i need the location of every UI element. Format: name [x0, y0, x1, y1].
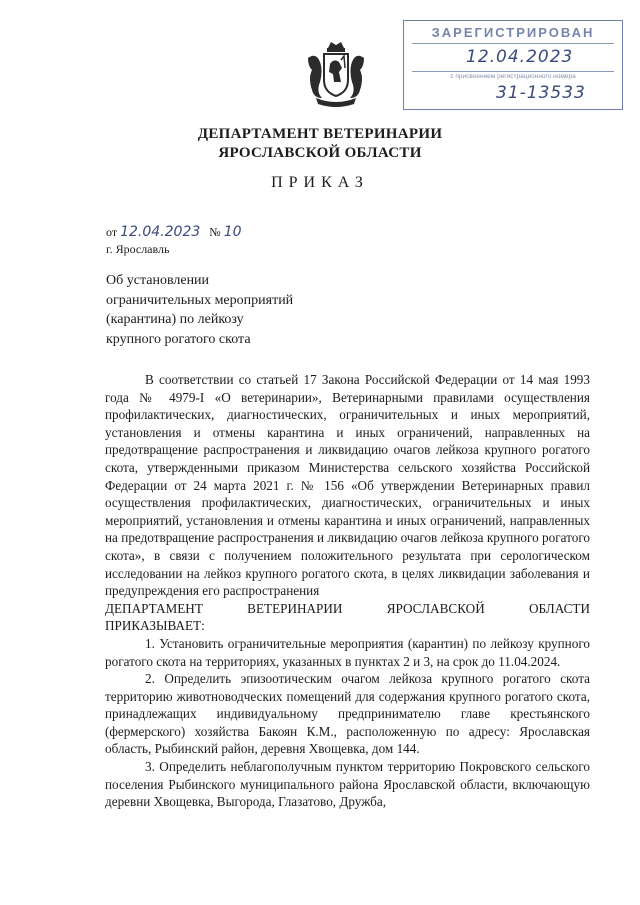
subject-line: крупного рогатого скота: [106, 331, 251, 347]
order-date-number: [106, 224, 242, 240]
dep-word: ЯРОСЛАВСКОЙ: [386, 600, 485, 616]
stamp-divider: [412, 71, 614, 72]
department-name-line-2: ЯРОСЛАВСКОЙ ОБЛАСТИ: [218, 145, 422, 161]
orders-word: ПРИКАЗЫВАЕТ:: [105, 618, 205, 634]
coat-of-arms-icon: [304, 38, 368, 112]
stamp-title: ЗАРЕГИСТРИРОВАН: [431, 25, 595, 40]
order-item-2: 2. Определить эпизоотическим очагом лейкоза крупного рогатого скота территорию животноводческих помещений для содержания крупного рогатого скота, принадлежащих индивидуальному предпринимателю главе крестьянского (фермерского) хозяйства Бакоян К.М., расположенную по адресу: Ярославская область, Рыбинский район, деревня Хвощевка, дом 144.: [105, 671, 590, 757]
stamp-number: 31-13533: [496, 83, 586, 103]
subject-line: ограничительных мероприятий: [106, 292, 294, 308]
order-item-3: 3. Определить неблагополучным пунктом территорию Покровского сельского поселения Рыбинского муниципального района Ярославской области, включающую деревни Хвощевка, Выгорода, Глазатово, Дружба,: [105, 759, 590, 810]
stamp-date: 12.04.2023: [466, 47, 574, 67]
order-title: ПРИКАЗ: [271, 174, 369, 191]
registration-stamp: [403, 20, 623, 110]
department-name-line-1: ДЕПАРТАМЕНТ ВЕТЕРИНАРИИ: [197, 126, 443, 142]
order-item-1: 1. Установить ограничительные мероприятия (карантин) по лейкозу крупного рогатого скота на территориях, указанных в пунктах 2 и 3, на срок до 11.04.2024.: [105, 635, 590, 669]
subject-line: (карантина) по лейкозу: [106, 312, 244, 327]
dep-word: ОБЛАСТИ: [529, 600, 590, 616]
dep-word: ДЕПАРТАМЕНТ: [105, 600, 203, 616]
number-prefix: №: [209, 225, 221, 239]
department-orders-line: [105, 600, 590, 618]
preamble-paragraph: В соответствии со статьей 17 Закона Российской Федерации от 14 мая 1993 года № 4979-I «О ветеринарии», Ветеринарными правилами осуществления профилактических, диагностических, ограничительных и иных мероприятий, установления и отмены карантина и иных ограничений, направленных на предотвращение распространения и ликвидацию очагов лейкоза крупного рогатого скота, утвержденными приказом Министерства сельского хозяйства Российской Федерации от 24 марта 2021 г. № 156 «Об утверждении Ветеринарных правил осуществления профилактических, диагностических, ограничительных и иных мероприятий, установления и отмены карантина и иных ограничений, направленных на предотвращение распространения и ликвидацию очагов лейкоза крупного рогатого скота», в связи с получением положительного результата при серологическом исследовании на лейкоз крупного рогатого скота, в целях ликвидации заболевания и предупреждения его распространения: [105, 372, 590, 599]
order-subject: [106, 271, 293, 349]
order-city: г. Ярославль: [106, 242, 170, 256]
stamp-divider: [412, 43, 614, 44]
subject-line: Об установлении: [106, 273, 210, 288]
order-number: 10: [223, 224, 242, 240]
date-prefix: от: [106, 225, 118, 239]
dep-word: ВЕТЕРИНАРИИ: [247, 600, 343, 616]
order-body: [105, 371, 590, 811]
order-date: 12.04.2023: [120, 224, 201, 240]
stamp-note: с присвоением регистрационного номера: [450, 73, 576, 80]
